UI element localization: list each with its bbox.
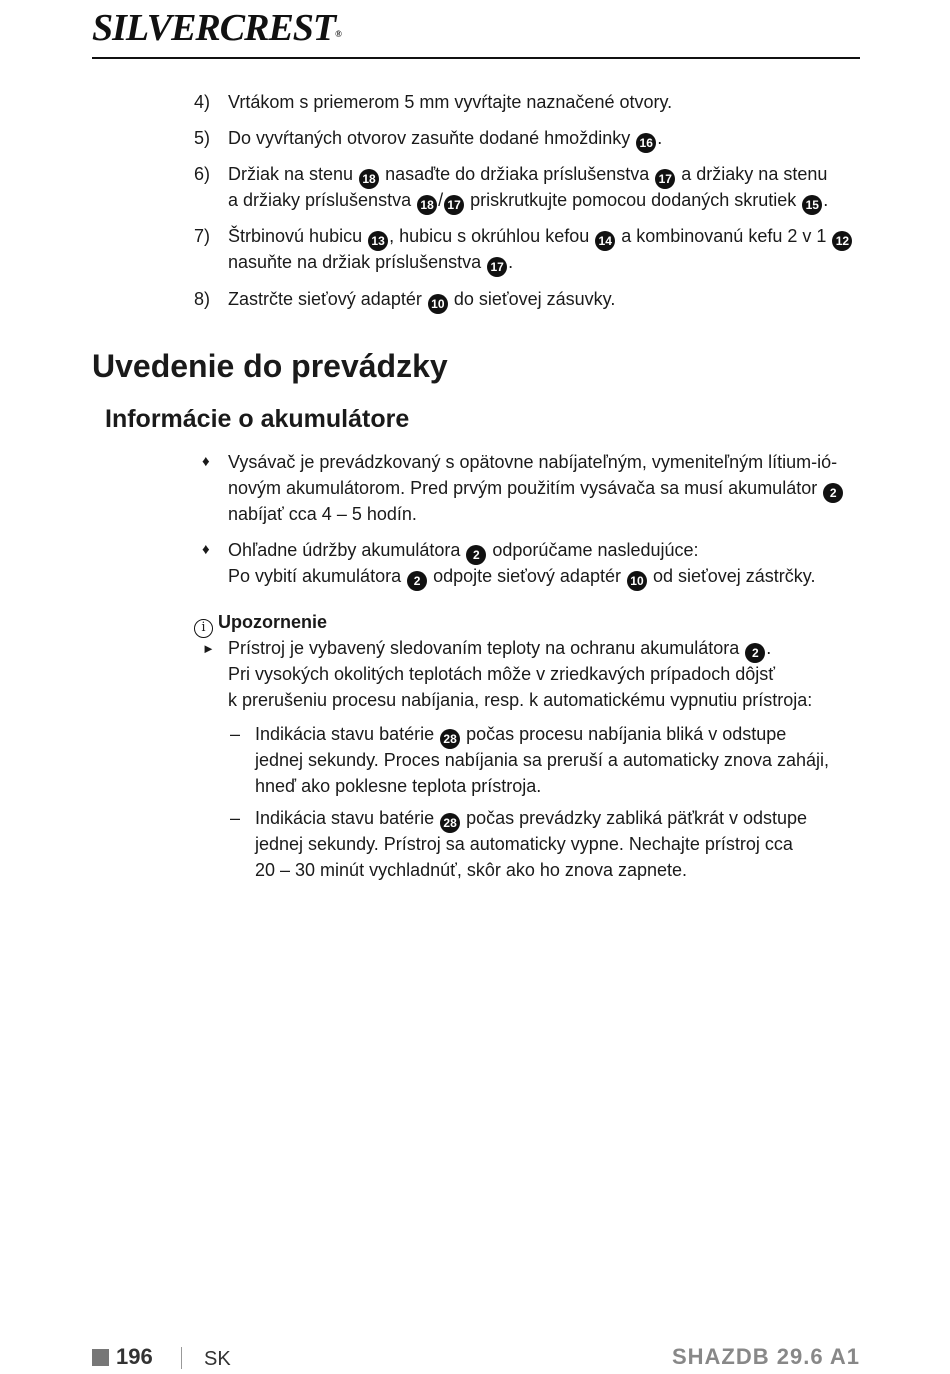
reference-number-icon: 10: [428, 294, 448, 314]
diamond-bullet-icon: ♦: [202, 453, 210, 470]
step-text: Držiak na stenu 18 nasaďte do držiaka príslušenstva 17 a držiaky na stenu: [228, 161, 827, 189]
model-number: SHAZDB 29.6 A1: [671, 1344, 860, 1369]
reference-number-icon: 17: [487, 257, 507, 277]
subitem-text: Indikácia stavu batérie 28 počas prevádzky zabliká päťkrát v odstupe: [255, 805, 807, 833]
reference-number-icon: 13: [368, 231, 388, 251]
brand-logo: [92, 6, 341, 50]
bullet-text: Po vybití akumulátora 2 odpojte sieťový adaptér 10 od sieťovej zástrčky.: [228, 563, 815, 591]
dash-bullet: –: [230, 808, 241, 828]
reference-number-icon: 10: [627, 571, 647, 591]
bullet-text: novým akumulátorom. Pred prvým použitím vysávača sa musí akumulátor 2: [228, 475, 844, 503]
step-text: Štrbinovú hubicu 13 , hubicu s okrúhlou kefou 14 a kombinovanú kefu 2 v 1 12: [228, 223, 853, 251]
reference-number-icon: 17: [444, 195, 464, 215]
reference-number-icon: 16: [636, 133, 656, 153]
step-number: 6): [194, 164, 211, 184]
step-text: Zastrčte sieťový adaptér 10 do sieťovej zásuvky.: [228, 286, 615, 314]
step-number: 4): [194, 92, 211, 112]
reference-number-icon: 2: [466, 545, 486, 565]
step-number: 8): [194, 289, 211, 309]
subsection-heading: Informácie o akumulátore: [105, 405, 410, 433]
step-text: Do vyvŕtaných otvorov zasuňte dodané hmoždinky 16 .: [228, 125, 662, 153]
reference-number-icon: 18: [359, 169, 379, 189]
page-marker-square: [92, 1349, 109, 1366]
reference-number-icon: 17: [655, 169, 675, 189]
brand-name: SILVERCREST: [92, 7, 336, 49]
subitem-text: hneď ako poklesne teplota prístroja.: [255, 776, 542, 796]
reference-number-icon: 12: [832, 231, 852, 251]
note-text: Prístroj je vybavený sledovaním teploty na ochranu akumulátora 2 .: [228, 635, 771, 663]
section-heading: Uvedenie do prevádzky: [92, 348, 448, 384]
reference-number-icon: 2: [745, 643, 765, 663]
subitem-text: jednej sekundy. Proces nabíjania sa preruší a automaticky znova zaháji,: [255, 750, 829, 770]
registered-mark: ®: [335, 29, 341, 39]
info-icon: i: [194, 619, 213, 638]
bullet-text: nabíjať cca 4 – 5 hodín.: [228, 504, 417, 524]
step-text: a držiaky príslušenstva 18 / 17 priskrutkujte pomocou dodaných skrutiek 15 .: [228, 187, 828, 215]
subitem-text: Indikácia stavu batérie 28 počas procesu nabíjania bliká v odstupe: [255, 721, 786, 749]
reference-number-icon: 28: [440, 813, 460, 833]
reference-number-icon: 28: [440, 729, 460, 749]
step-text: nasuňte na držiak príslušenstva 17 .: [228, 249, 513, 277]
step-number: 5): [194, 128, 211, 148]
bullet-text: Ohľadne údržby akumulátora 2 odporúčame nasledujúce:: [228, 537, 699, 565]
arrow-bullet-icon: ►: [202, 641, 215, 656]
subitem-text: jednej sekundy. Prístroj sa automaticky vypne. Nechajte prístroj cca: [255, 834, 793, 854]
header-rule: [92, 57, 860, 59]
page-number: 196: [116, 1344, 153, 1369]
footer-separator: [181, 1347, 182, 1369]
step-text: Vrtákom s priemerom 5 mm vyvŕtajte naznačené otvory.: [228, 92, 673, 112]
language-code: SK: [204, 1348, 231, 1370]
note-title: Upozornenie: [218, 612, 328, 632]
reference-number-icon: 15: [802, 195, 822, 215]
reference-number-icon: 14: [595, 231, 615, 251]
step-number: 7): [194, 226, 211, 246]
note-text: Pri vysokých okolitých teplotách môže v zriedkavých prípadoch dôjsť: [228, 664, 775, 684]
reference-number-icon: 2: [823, 483, 843, 503]
note-heading: [194, 609, 327, 638]
reference-number-icon: 18: [417, 195, 437, 215]
bullet-text: Vysávač je prevádzkovaný s opätovne nabíjateľným, vymeniteľným lítium-ió-: [228, 452, 838, 472]
dash-bullet: –: [230, 724, 241, 744]
subitem-text: 20 – 30 minút vychladnúť, skôr ako ho znova zapnete.: [255, 860, 688, 880]
note-text: k prerušeniu procesu nabíjania, resp. k automatickému vypnutiu prístroja:: [228, 690, 813, 710]
reference-number-icon: 2: [407, 571, 427, 591]
diamond-bullet-icon: ♦: [202, 541, 210, 558]
